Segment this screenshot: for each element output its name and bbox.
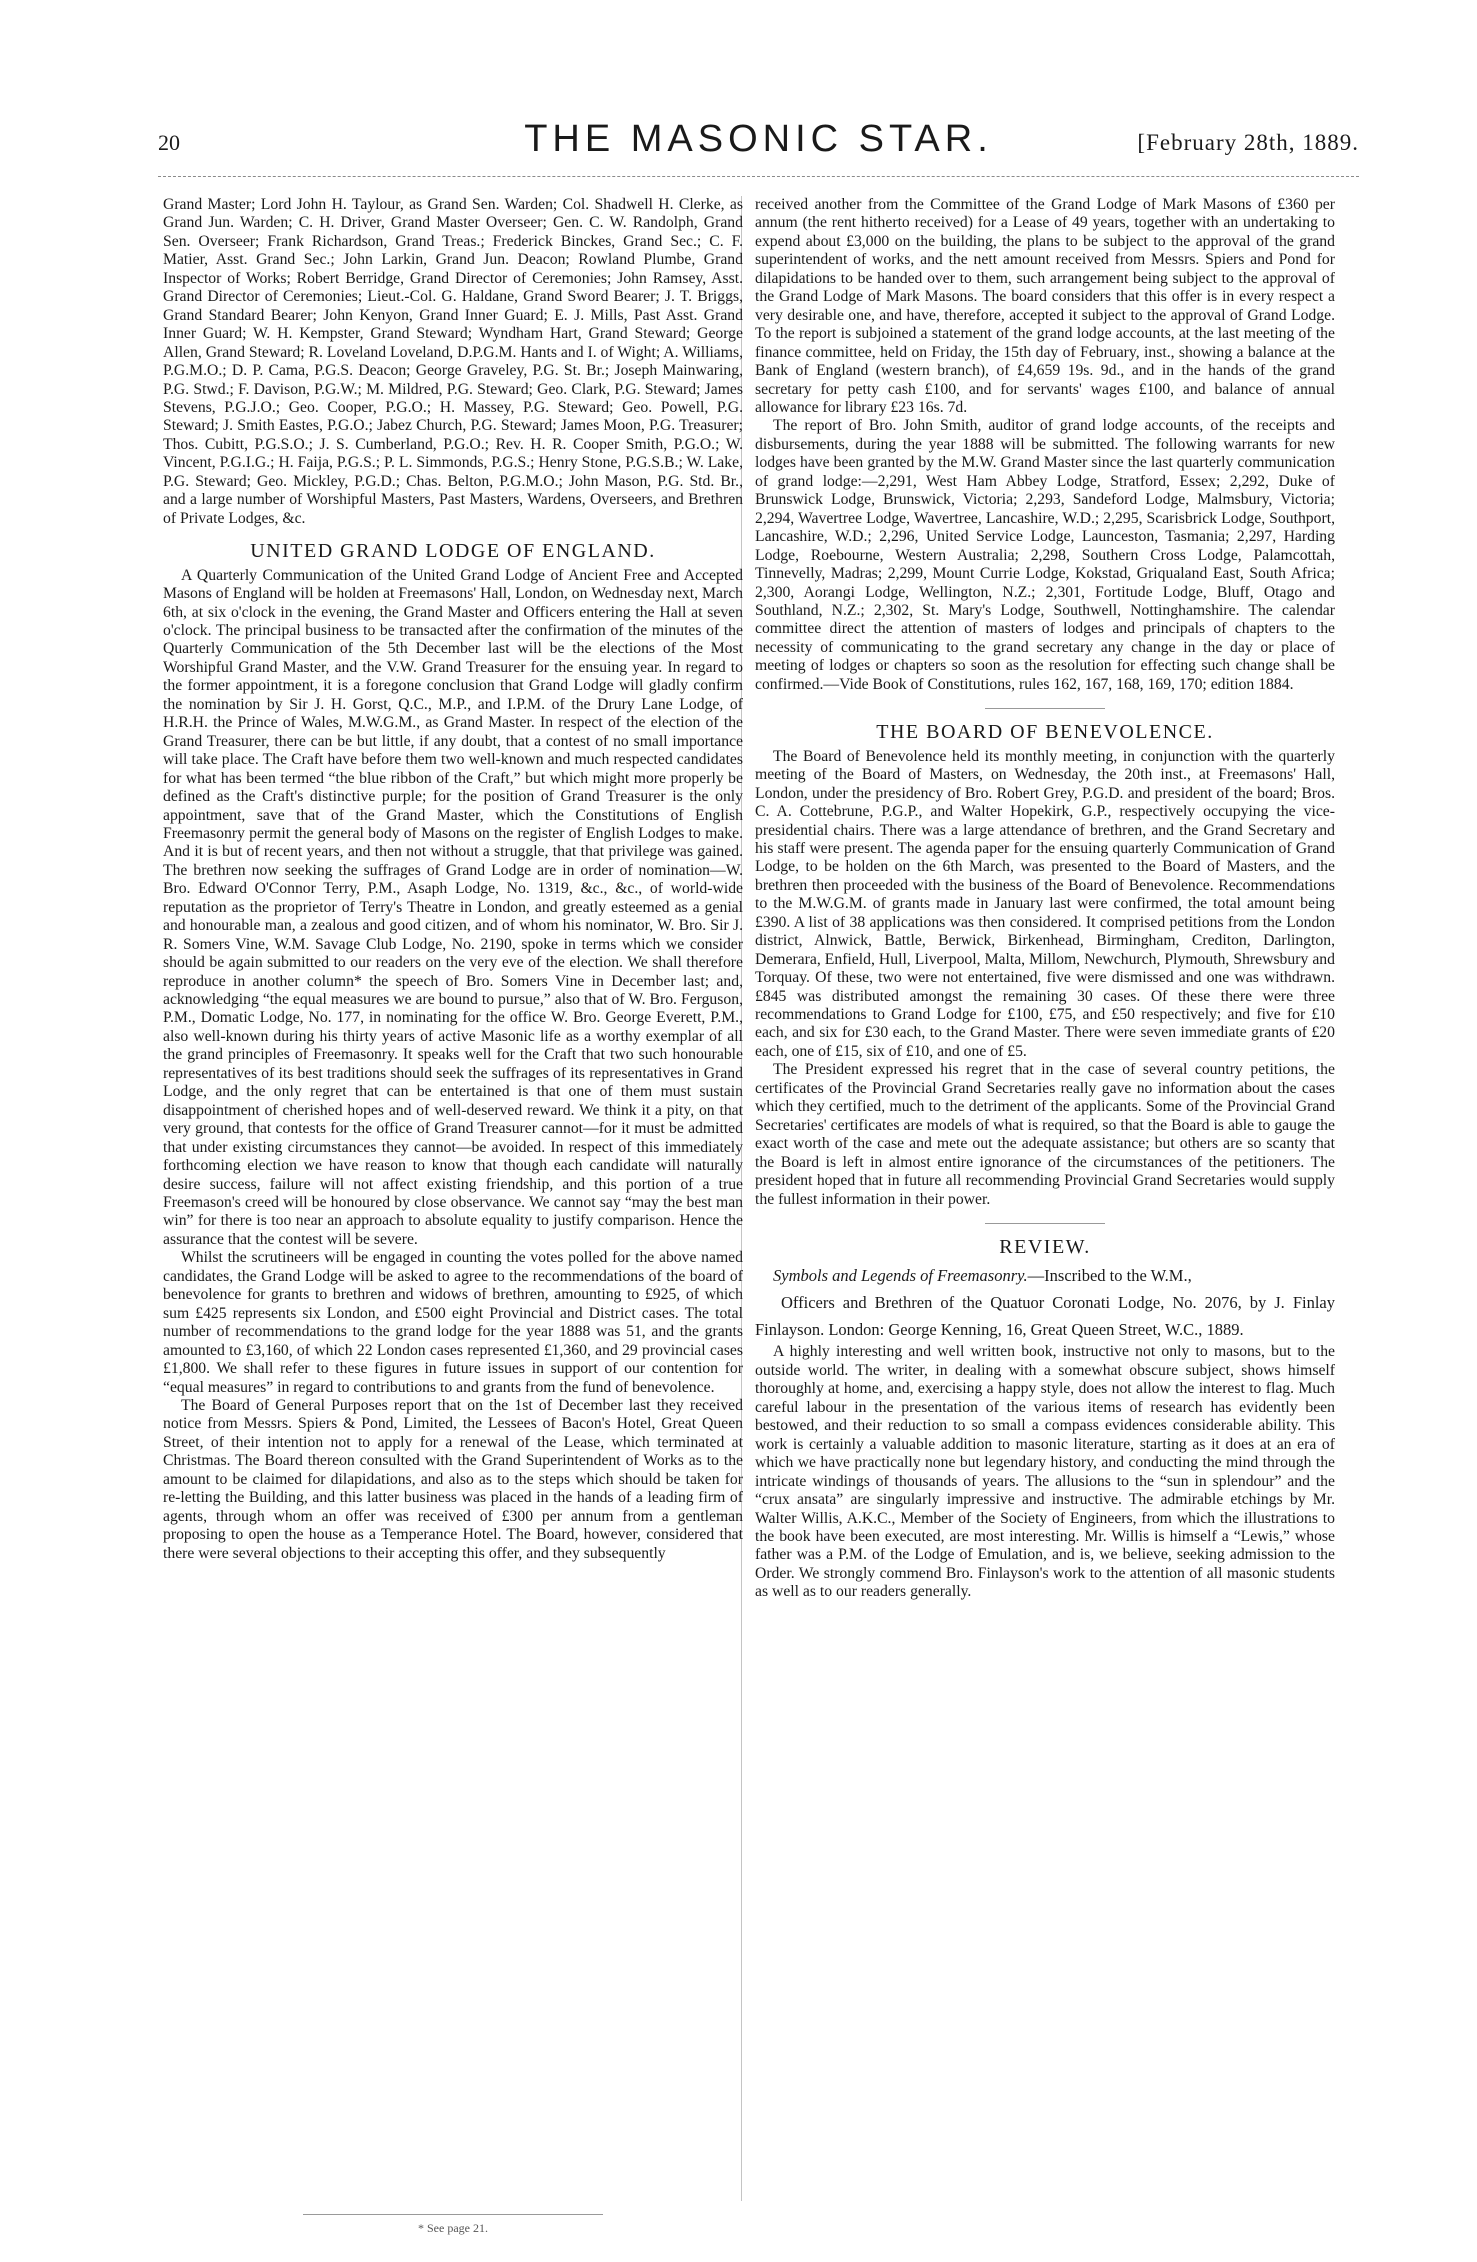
publication-title: THE MASONIC STAR. bbox=[524, 118, 993, 160]
article-paragraph: A Quarterly Communication of the United Grand Lodge of Ancient Free and Accepted Masons of England will be holden at Freemasons' Hall, London, on Wednesday next, March 6th, at six o'clock in the evening, the Grand Master and Officers entering the Hall at seven o'clock. The principal business to be transacted after the confirmation of the minutes of the Quarterly Communication of the 5th December last will be the elections of the Most Worshipful Grand Master, and the V.W. Grand Treasurer for the ensuing year. In regard to the former appointment, it is a foregone conclusion that Grand Lodge will gladly confirm the nomination by Sir J. H. Gorst, Q.C., M.P., and I.P.M. of the Drury Lane Lodge, of H.R.H. the Prince of Wales, M.W.G.M., as Grand Master. In respect of the election of the Grand Treasurer, there can be but little, if any doubt, that a contest of no small importance will take place. The Craft have before them two well-known and much respected candidates for what has been termed “the blue ribbon of the Craft,” but which might more properly be defined as the Craft's distinctive purple; for the position of Grand Treasurer is the only appointment, save that of the Grand Master, which the Constitutions of English Freemasonry permit the general body of Masons on the register of English Lodges to make. And it is but of recent years, and then not without a struggle, that that privilege was gained. The brethren now seeking the suffrages of Grand Lodge are in order of nomination—W. Bro. Edward O'Connor Terry, P.M., Asaph Lodge, No. 1319, &c., &c., of world-wide reputation as the proprietor of Terry's Theatre in London, and greatly esteemed as a genial and honourable man, a zealous and good citizen, and of whom his nominator, W. Bro. Sir J. R. Somers Vine, W.M. Savage Club Lodge, No. 2190, spoke in terms which we consider should be again submitted to our readers on the very eve of the election. We shall therefore reproduce in another column* the speech of Bro. Somers Vine in December last; and, acknowledging “the equal measures we are bound to pursue,” also that of W. Bro. Ferguson, P.M., Domatic Lodge, No. 177, in nominating for the office W. Bro. George Everett, P.M., also well-known during his thirty years of active Masonic life as a worthy exemplar of all the grand principles of Freemasonry. It speaks well for the Craft that two such honourable representatives of its best traditions should seek the suffrages of its representatives in Grand Lodge, and the only regret that can be entertained is that one of them must sustain disappointment of cherished hopes and of well-deserved reward. We think it a pity, on that very ground, that contests for the office of Grand Treasurer cannot—for it must be admitted that under existing circumstances they cannot—be avoided. In respect of this immediately forthcoming election we have reason to know that though each candidate will naturally desire success, failure will not affect existing friendship, and this portion of a true Freemason's creed will be honoured by close observance. We cannot say “may the best man win” for there is too near an approach to absolute equality to justify comparison. Hence the assurance that the contest will be severe. bbox=[163, 566, 743, 1248]
issue-date: [February 28th, 1889. bbox=[1137, 130, 1359, 155]
review-cite-first: —Inscribed to the W.M., bbox=[1027, 1266, 1192, 1286]
heading-united-grand-lodge: UNITED GRAND LODGE OF ENGLAND. bbox=[250, 540, 656, 563]
left-column bbox=[163, 196, 743, 1563]
right-column bbox=[755, 196, 1335, 1602]
review-citation bbox=[755, 1262, 1335, 1343]
attendee-list: Grand Master; Lord John H. Taylour, as Grand Sen. Warden; Col. Shadwell H. Clerke, as Grand Jun. Warden; C. H. Driver, Grand Master Overseer; Gen. C. W. Randolph, Grand Sen. Overseer; Frank Richardson, Grand Treas.; Frederick Binckes, Grand Sec.; C. F. Matier, Asst. Grand Sec.; John Larkin, Grand Jun. Deacon; Rowland Plumbe, Grand Inspector of Works; Robert Berridge, Grand Director of Ceremonies; John Ramsey, Asst. Grand Director of Ceremonies; Lieut.-Col. G. Haldane, Grand Sword Bearer; J. T. Briggs, Grand Standard Bearer; John Kenyon, Grand Inner Guard; E. J. Mills, Past Asst. Grand Inner Guard; W. H. Kempster, Grand Steward; Wyndham Hart, Grand Steward; George Allen, Grand Steward; R. Loveland Loveland, D.P.G.M. Hants and I. of Wight; A. Williams, P.G.M.O.; D. P. Cama, P.G.S. Deacon; George Graveley, P.G. St. Br.; Joseph Mainwaring, P.G. Stwd.; F. Davison, P.G.W.; M. Mildred, P.G. Steward; Geo. Clark, P.G. Steward; James Stevens, P.G.J.O.; Geo. Cooper, P.G.O.; H. Massey, P.G. Steward; Geo. Powell, P.G. Steward; J. Smith Eastes, P.G.O.; Jabez Church, P.G. Steward; James Moon, P.G. Treasurer; Thos. Cubitt, P.G.S.O.; J. S. Cumberland, P.G.O.; Rev. H. R. Cooper Smith, P.G.O.; W. Vincent, P.G.I.G.; H. Faija, P.G.S.; P. L. Simmonds, P.G.S.; Henry Stone, P.G.S.B.; W. Lake, P.G. Steward; Geo. Mickley, P.G.D.; Chas. Belton, P.G.M.O.; John Mason, P.G. Std. Br., and a large number of Worshipful Masters, Past Masters, Wardens, Overseers, and Brethren of Private Lodges, &c. bbox=[163, 196, 743, 527]
review-book-title: Symbols and Legends of Freemasonry. bbox=[773, 1266, 1028, 1286]
review-cite-rest: Officers and Brethren of the Quatuor Coronati Lodge, No. 2076, by J. Finlay Finlayson. London: George Kenning, 16, Great Queen Street, W.C., 1889. bbox=[755, 1293, 1335, 1340]
page-number: 20 bbox=[158, 130, 180, 155]
footnote-text: * See page 21. bbox=[418, 2221, 488, 2235]
heading-board-of-benevolence: THE BOARD OF BENEVOLENCE. bbox=[876, 721, 1214, 744]
article-paragraph: The President expressed his regret that in the case of several country petitions, the certificates of the Provincial Grand Secretaries really gave no information about the cases which they certified, much to the detriment of the applicants. Some of the Provincial Grand Secretaries' certificates are models of what is required, so that the Board is able to gauge the exact worth of the case and mete out the adequate assistance; but others are so scanty that the Board is left in almost entire ignorance of the circumstances of the petitioners. The president hoped that in future all recommending Provincial Grand Secretaries would supply the fullest information in their power. bbox=[755, 1061, 1335, 1208]
review-paragraph: A highly interesting and well written book, instructive not only to masons, but to the outside world. The writer, in dealing with a somewhat obscure subject, shows himself thoroughly at home, and, exercising a happy style, does not allow the interest to flag. Much careful labour in the presentation of the various items of research has evidently been bestowed, and their reduction to so small a compass evidences considerable ability. This work is certainly a valuable addition to masonic literature, starting as it does at an era of which we have practically none but legendary history, and conducting the mind through the intricate windings of thousands of years. The allusions to the “sun in splendour” and the “crux ansata” are singularly impressive and instructive. The admirable etchings by Mr. Walter Willis, A.K.C., Member of the Society of Engineers, from which the illustrations to the book have been executed, are most interesting. Mr. Willis is himself a “Lewis,” whose father was a P.M. of the Lodge of Emulation, and is, we believe, seeking admission to the Order. We strongly commend Bro. Finlayson's work to the attention of all masonic students as well as to our readers generally. bbox=[755, 1343, 1335, 1601]
masthead-rule bbox=[158, 176, 1359, 177]
article-paragraph: The Board of General Purposes report that on the 1st of December last they received notice from Messrs. Spiers & Pond, Limited, the Lessees of Bacon's Hotel, Great Queen Street, of their intention not to apply for a renewal of the Lease, which terminated at Christmas. The Board thereon consulted with the Grand Superintendent of Works as to the amount to be claimed for dilapidations, and also as to the steps which should be taken for re-letting the Building, and this latter business was placed in the hands of a leading firm of agents, through whom an offer was received of £300 per annum from a gentleman proposing to open the house as a Temperance Hotel. The Board, however, considered that there were several objections to their accepting this offer, and they subsequently bbox=[163, 1397, 743, 1562]
footnote bbox=[163, 2206, 743, 2236]
heading-review: REVIEW. bbox=[999, 1236, 1091, 1259]
footnote-rule bbox=[303, 2214, 603, 2215]
section-divider bbox=[985, 708, 1105, 709]
masthead bbox=[158, 118, 1359, 168]
article-paragraph: received another from the Committee of the Grand Lodge of Mark Masons of £360 per annum (the rent hitherto received) for a Lease of 49 years, together with an undertaking to expend about £3,000 on the building, the plans to be subject to the approval of the grand superintendent of works, and the nett amount received from Messrs. Spiers and Pond for dilapidations to be handed over to them, such arrangement being subject to the approval of the Grand Lodge of Mark Masons. The board considers that this offer is in every respect a very desirable one, and have, therefore, accepted it subject to the approval of Grand Lodge. To the report is subjoined a statement of the grand lodge accounts, at the last meeting of the finance committee, held on Friday, the 15th day of February, inst., showing a balance at the Bank of England (western branch), of £4,659 19s. 9d., and in the hands of the grand secretary for petty cash £100, and for servants' wages £100, and balance of annual allowance for library £23 16s. 7d. bbox=[755, 196, 1335, 416]
article-paragraph: Whilst the scrutineers will be engaged in counting the votes polled for the above named candidates, the Grand Lodge will be asked to agree to the recommendations of the board of benevolence for grants to brethren and widows of brethren, amounting to £925, of which sum £425 represents six London, and £500 eight Provincial and District cases. The total number of recommendations to the grand lodge for the year 1888 was 51, and the grants amounted to £3,160, of which 22 London cases represented £1,360, and 29 provincial cases £1,800. We shall refer to these figures in future issues in support of our contention for “equal measures” in regard to contributions to and grants from the fund of benevolence. bbox=[163, 1249, 743, 1396]
section-divider bbox=[985, 1223, 1105, 1224]
article-paragraph: The Board of Benevolence held its monthly meeting, in conjunction with the quarterly meeting of the Board of Masters, on Wednesday, the 20th inst., at Freemasons' Hall, London, under the presidency of Bro. Robert Grey, P.G.D. and president of the board; Bros. C. A. Cottebrune, P.G.P., and Walter Hopekirk, G.P., respectively occupying the vice-presidential chairs. There was a large attendance of brethren, and the Grand Secretary and his staff were present. The agenda paper for the ensuing quarterly Communication of Grand Lodge, to be holden on the 6th March, was presented to the Board of Masters, and the brethren then proceeded with the business of the Board of Benevolence. Recommendations to the M.W.G.M. of grants made in January last were confirmed, the total amount being £390. A list of 38 applications was then considered. It comprised petitions from the London district, Alnwick, Battle, Berwick, Birkenhead, Birmingham, Crediton, Darlington, Demerara, Enfield, Hull, Liverpool, Malta, Millom, Newchurch, Plymouth, Shrewsbury and Torquay. Of these, two were not entertained, five were dismissed and one was withdrawn. £845 was distributed amongst the remaining 30 cases. Of these there were three recommendations to Grand Lodge for £100, £75, and £50 respectively; and five for £10 each, and six for £30 each, to the Grand Master. There were seven immediate grants of £20 each, one of £15, six of £10, and one of £5. bbox=[755, 747, 1335, 1060]
article-paragraph: The report of Bro. John Smith, auditor of grand lodge accounts, of the receipts and disbursements, during the year 1888 will be submitted. The following warrants for new lodges have been granted by the M.W. Grand Master since the last quarterly communication of grand lodge:—2,291, West Ham Abbey Lodge, Stratford, Essex; 2,292, Duke of Brunswick Lodge, Brunswick, Victoria; 2,293, Sandeford Lodge, Malmsbury, Victoria; 2,294, Wavertree Lodge, Wavertree, Lancashire, W.D.; 2,295, Scarisbrick Lodge, Southport, Lancashire, W.D.; 2,296, United Service Lodge, Launceston, Tasmania; 2,297, Harding Lodge, Roebourne, Western Australia; 2,298, Southern Cross Lodge, Palamcottah, Tinnevelly, Madras; 2,299, Mount Currie Lodge, Kokstad, Griqualand East, South Africa; 2,300, Aorangi Lodge, Wellington, N.Z.; 2,301, Fortitude Lodge, Bluff, Otago and Southland, N.Z.; 2,302, St. Mary's Lodge, Southwell, Nottinghamshire. The calendar committee direct the attention of masters of lodges and principals of chapters to the necessity of communicating to the grand secretary any change in the day or place of meeting of lodges or chapters so soon as the resolution for effecting such change shall be confirmed.—Vide Book of Constitutions, rules 162, 167, 168, 169, 170; edition 1884. bbox=[755, 417, 1335, 693]
